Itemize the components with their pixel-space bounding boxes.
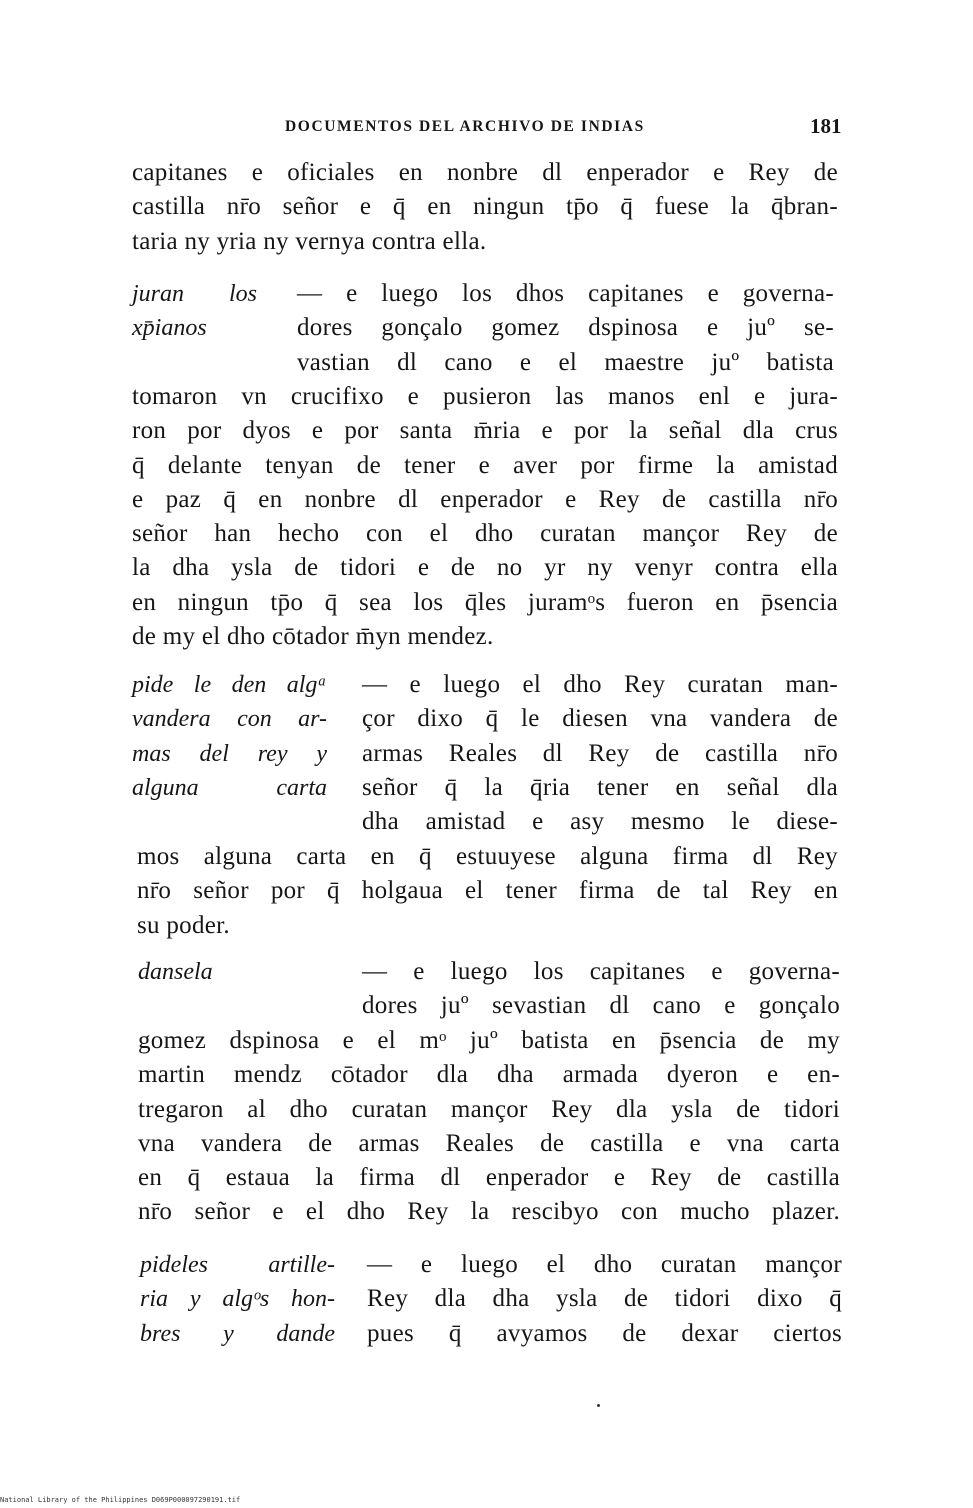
text-line: çor dixo q̄ le diesen vna vandera de [362, 705, 838, 733]
running-title: DOCUMENTOS DEL ARCHIVO DE INDIAS [285, 118, 645, 135]
marginal-line: dansela [138, 959, 213, 985]
marginal-note-pideles [140, 1248, 335, 1351]
marginal-line: juran los [132, 281, 257, 307]
text-line: e paz q̄ en nonbre dl enperador e Rey de castilla nr̄o [132, 485, 838, 513]
marginal-note-pide [132, 668, 327, 805]
text-line: dores gonçalo gomez dspinosa e juº se- [297, 314, 834, 342]
text-line: nr̄o señor e el dho Rey la rescibyo con mucho plazer. [138, 1198, 840, 1226]
text-line: martin mendz cōtador dla dha armada dyeron e en- [138, 1061, 840, 1089]
marginal-line: bres y dande [140, 1320, 335, 1347]
marginal-note-dansela [138, 955, 358, 989]
text-line: castilla nr̄o señor e q̄ en ningun tp̄o q̄ fuese la q̄bran- [132, 193, 838, 221]
text-line: en ningun tp̄o q̄ sea los q̄les juramᵒs fueron en p̄sencia [132, 588, 838, 616]
text-line: pues q̄ avyamos de dexar ciertos [367, 1319, 842, 1347]
text-line: gomez dspinosa e el mᵒ juº batista en p̄sencia de my [138, 1027, 840, 1054]
text-line: en q̄ estaua la firma dl enperador e Rey de castilla [138, 1164, 840, 1192]
text-line: su poder. [137, 911, 230, 939]
text-line: q̄ delante tenyan de tener e aver por firme la amistad [132, 451, 838, 479]
paragraph-dansela [138, 1024, 840, 1230]
text-line: tregaron al dho curatan mançor Rey dla ysla de tidori [138, 1095, 840, 1123]
indented-block-pideles [367, 1248, 842, 1351]
text-line: — e luego los dhos capitanes e governa- [297, 280, 834, 307]
marginal-line: pide le den algᵃ [132, 672, 327, 698]
text-line: mos alguna carta en q̄ estuuyese alguna firma dl Rey [137, 843, 838, 870]
text-line: — e luego el dho Rey curatan man- [362, 671, 838, 698]
indented-block-juran [297, 277, 834, 380]
running-header [0, 114, 973, 142]
text-line: de my el dho cōtador m̄yn mendez. [132, 623, 494, 651]
indented-block-pide [362, 668, 838, 839]
paragraph-juran [132, 380, 838, 654]
text-line: señor han hecho con el dho curatan mançor Rey de [132, 520, 838, 548]
marginal-line: ria y algᵒs hon- [140, 1286, 335, 1313]
marginal-line: xp̄ianos [132, 315, 207, 342]
indented-block-dansela [362, 955, 840, 1024]
paragraph-intro [132, 156, 838, 259]
page-number: 181 [810, 114, 842, 138]
marginal-line: pideles artille- [140, 1252, 335, 1278]
text-line: vna vandera de armas Reales de castilla e vna carta [138, 1129, 840, 1157]
text-line: Rey dla dha ysla de tidori dixo q̄ [367, 1285, 842, 1313]
text-line: — e luego el dho curatan mançor [367, 1251, 842, 1278]
text-line: — e luego los capitanes e governa- [362, 958, 840, 985]
text-line: vastian dl cano e el maestre juº batista [297, 348, 834, 376]
text-line: taria ny yria ny vernya contra ella. [132, 227, 487, 255]
marginal-line: mas del rey y [132, 740, 327, 767]
text-line: ron por dyos e por santa m̄ria e por la señal dla crus [132, 417, 838, 445]
marginal-line: alguna carta [132, 774, 327, 801]
scan-footer-note: National Library of the Philippines D069P000097290191.tif [0, 1496, 241, 1504]
text-line: nr̄o señor por q̄ holgaua el tener firma de tal Rey en [137, 877, 838, 905]
paragraph-pide [137, 840, 838, 943]
text-line: capitanes e oficiales en nonbre dl enperador e Rey de [132, 159, 838, 186]
text-line: señor q̄ la q̄ria tener en señal dla [362, 773, 838, 801]
text-line: dha amistad e asy mesmo le diese- [362, 808, 838, 836]
text-line: armas Reales dl Rey de castilla nr̄o [362, 739, 838, 767]
marginal-line: vandera con ar- [132, 706, 327, 733]
ink-speck [597, 1404, 600, 1407]
text-line: dores juº sevastian dl cano e gonçalo [362, 992, 840, 1020]
text-line: tomaron vn crucifixo e pusieron las manos enl e jura- [132, 383, 838, 410]
marginal-note-juran [132, 277, 257, 346]
text-line: la dha ysla de tidori e de no yr ny venyr contra ella [132, 554, 838, 582]
